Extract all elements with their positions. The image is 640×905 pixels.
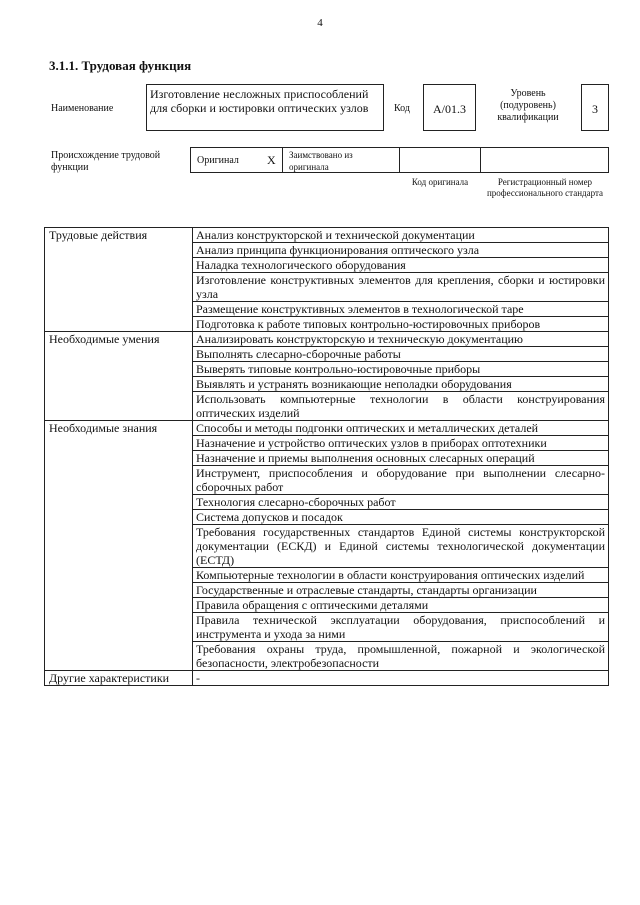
item-cell: Инструмент, приспособления и оборудование при выполнении слесарно-сборочных работ [193,466,609,495]
item-cell: Правила обращения с оптическими деталями [193,598,609,613]
table-row [45,228,609,243]
item-cell: Анализ принципа функционирования оптического узла [193,243,609,258]
item-cell: Компьютерные технологии в области конструирования оптических изделий [193,568,609,583]
section-title: 3.1.1. Трудовая функция [49,58,192,73]
item-cell: Требования государственных стандартов Единой системы конструкторской документации (ЕСКД) и Единой системы технологической документации (ЕСТД) [193,525,609,568]
level-label: Уровень (подуровень) квалификации [497,88,559,123]
item-cell: Использовать компьютерные технологии в области конструирования оптических изделий [193,392,609,421]
item-cell: Выявлять и устранять возникающие неполадки оборудования [193,377,609,392]
origin-label: Происхождение трудовой функции [51,150,161,173]
item-cell: Анализ конструкторской и технической документации [193,228,609,243]
borrowed-cell [282,147,400,173]
item-cell: Изготовление конструктивных элементов для крепления, сборки и юстировки узла [193,273,609,302]
category-cell: Трудовые действия [45,228,193,332]
function-name: Изготовление несложных приспособлений для сборки и юстировки оптических узлов [146,84,384,131]
item-cell: Система допусков и посадок [193,510,609,525]
item-cell: Анализировать конструкторскую и техническую документацию [193,332,609,347]
labor-function-table [44,227,609,686]
function-code: А/01.3 [423,84,476,131]
name-label: Наименование [51,103,114,114]
category-cell: Необходимые знания [45,421,193,671]
item-cell: Назначение и приемы выполнения основных слесарных операций [193,451,609,466]
item-cell: Размещение конструктивных элементов в технологической таре [193,302,609,317]
page-number: 4 [317,17,323,29]
item-cell: Назначение и устройство оптических узлов в приборах оптотехники [193,436,609,451]
item-cell: Подготовка к работе типовых контрольно-юстировочных приборов [193,317,609,332]
item-cell: Наладка технологического оборудования [193,258,609,273]
item-cell: Выполнять слесарно-сборочные работы [193,347,609,362]
reg-number-cell [480,147,609,173]
item-cell: Правила технической эксплуатации оборудования, приспособлений и инструмента и ухода за ними [193,613,609,642]
original-mark: X [267,153,276,167]
qualification-level: 3 [581,84,609,131]
item-cell: Способы и методы подгонки оптических и металлических деталей [193,421,609,436]
item-cell: Требования охраны труда, промышленной, пожарной и экологической безопасности, электробезопасности [193,642,609,671]
category-cell: Другие характеристики [45,671,193,686]
item-cell: Технология слесарно-сборочных работ [193,495,609,510]
table-row [45,671,609,686]
item-cell: Государственные и отраслевые стандарты, стандарты организации [193,583,609,598]
code-original-caption: Код оригинала [411,177,469,187]
reg-number-caption: Регистрационный номер профессионального стандарта [486,177,604,198]
item-cell: - [193,671,609,686]
item-cell: Выверять типовые контрольно-юстировочные приборы [193,362,609,377]
category-cell: Необходимые умения [45,332,193,421]
table-row [45,332,609,347]
original-cell [190,147,283,173]
original-label: Оригинал [197,155,239,166]
table-row [45,421,609,436]
code-label: Код [394,103,410,114]
code-original-cell [399,147,481,173]
borrowed-label: Заимствовано из оригинала [289,150,353,172]
